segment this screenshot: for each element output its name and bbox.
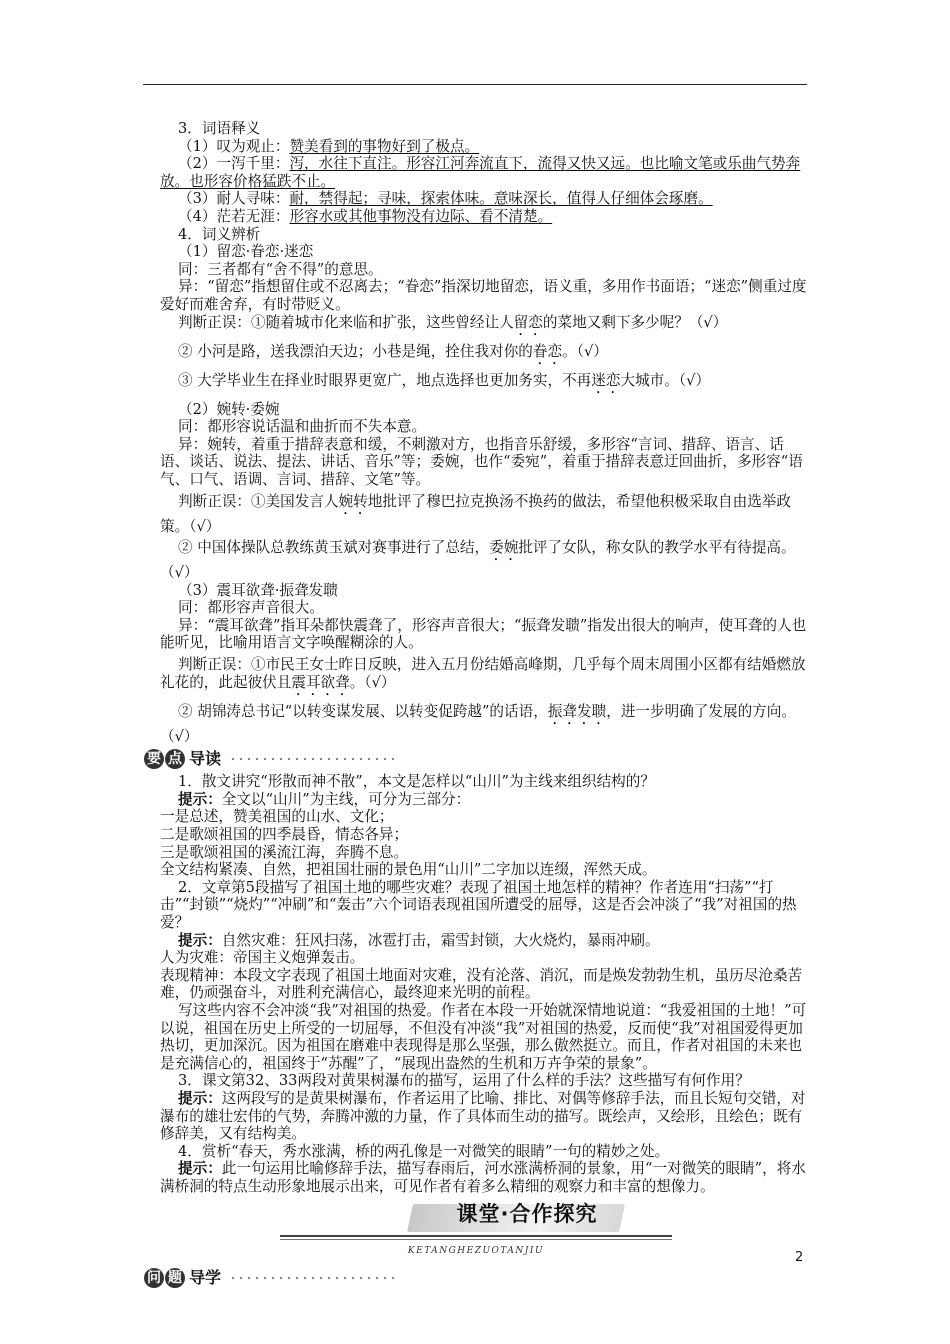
answer: 提示：自然灾难：狂风扫荡，冰雹打击，霜雪封锁，大火烧灼，暴雨冲刷。	[178, 931, 660, 949]
judgement-sentence: 判断正误：①市民王女士昨日反映，进入五月份结婚高峰期，几乎每个周末周围小区都有结婚燃放礼花的，此起彼伏且震耳欲聋。（√）	[160, 656, 806, 691]
page-number: 2	[795, 1250, 804, 1265]
judgement-sentence: 判断正误：①美国发言人婉转地批评了穆巴拉克换汤不换药的做法，希望他积极采取自由选举政策。（√）	[160, 492, 791, 535]
difference-text: 异：“震耳欲聋”指耳朵都快震聋了，形容声音很大；“振聋发聩”指发出很大的响声，使耳聋的人也能听见，比喻用语言文字唤醒糊涂的人。	[160, 616, 807, 652]
heading-badge: 问	[144, 1268, 164, 1288]
heading-dotted-rule	[229, 757, 399, 761]
definition-item: （1）叹为观止：赞美看到的事物好到了极点。	[178, 137, 480, 155]
similarity-text: 同：三者都有“舍不得”的意思。	[178, 260, 383, 278]
page-content	[147, 120, 810, 1292]
answer: 表现精神：本段文字表现了祖国土地面对灾难，没有沦落、消沉，而是焕发勃勃生机，虽历尽沧桑苦难，仍顽强奋斗，对胜利充满信心，最终迎来光明的前程。	[160, 966, 803, 1002]
similarity-text: 同：都形容声音很大。	[178, 599, 324, 617]
similarity-text: 同：都形容说话温和曲折而不失本意。	[178, 418, 427, 436]
heading-dotted-rule	[229, 1276, 399, 1280]
definition-item: （2）一泻千里：泻，水往下直注。形容江河奔流直下，流得又快又远。也比喻文笔或乐曲气势奔放。也形容价格猛跌不止。	[160, 155, 801, 190]
word-group-heading: （3）震耳欲聋·振聋发聩	[178, 581, 338, 599]
banner-rule	[280, 1235, 672, 1237]
judgement-sentence: 判断正误：①随着城市化来临和扩张，这些曾经让人留恋的菜地又剩下多少呢？（√）	[178, 313, 728, 331]
question: 3．课文第32、33两段对黄果树瀑布的描写，运用了什么样的手法？这些描写有何作用？	[178, 1072, 750, 1090]
judgement-sentence: ③ 大学毕业生在择业时眼界更宽广，地点选择也更加务实，不再迷恋大城市。（√）	[178, 371, 711, 389]
definition-item: （3）耐人寻味：耐，禁得起；寻味，探索体味。意味深长，值得人仔细体会琢磨。	[178, 190, 713, 208]
answer: 一是总述，赞美祖国的山水、文化；	[160, 808, 394, 826]
answer: 写这些内容不会冲淡“我”对祖国的热爱。作者在本段一开始就深情地说道：“我爱祖国的土地！”可以说，祖国在历史上所受的一切屈辱，不但没有冲淡“我”对祖国的热爱，反而使“我”对祖国爱得更加热切，更加深沉。因为祖国在磨难中表现得是那么坚强，那么傲然挺立。而且，作者对祖国的未来也是充满信心的，祖国终于“苏醒”了，“展现出盎然的生机和万卉争荣的景象”。	[160, 1001, 807, 1072]
header-rule	[143, 84, 807, 85]
difference-text: 异：“留恋”指想留住或不忍离去；“眷恋”指深切地留恋，语义重，多用作书面语；“迷恋”侧重过度爱好而难舍弃，有时带贬义。	[160, 278, 807, 313]
word-group-heading: （1）留恋·眷恋·迷恋	[178, 243, 314, 261]
answer: 二是歌颂祖国的四季晨昏，情态各异；	[160, 826, 409, 844]
answer: 全文结构紧凑、自然，把祖国壮丽的景色用“山川”二字加以连缀，浑然天成。	[160, 861, 657, 879]
heading-badge: 题	[165, 1268, 185, 1288]
heading-title: 导学	[189, 1267, 222, 1287]
question: 1．散文讲究“形散而神不散”，本文是怎样以“山川”为主线来组织结构的？	[178, 773, 655, 791]
answer: 提示：全文以“山川”为主线，可分为三部分：	[178, 790, 471, 808]
heading-title: 导读	[189, 749, 222, 769]
heading-badge: 要	[144, 749, 164, 769]
judgement-sentence: ② 胡锦涛总书记“以转变谋发展、以转变促跨越”的话语，振聋发聩，进一步明确了发展的方向。（√）	[160, 702, 796, 745]
section-heading-key-points	[144, 747, 810, 771]
definition-item: （4）茫若无涯：形容水或其他事物没有边际、看不清楚。	[178, 207, 553, 225]
answer: 人为灾难：帝国主义炮弹轰击。	[160, 949, 365, 967]
answer: 提示：此一句运用比喻修辞手法，描写春雨后，河水涨满桥洞的景象，用“一对微笑的眼睛”，将水满桥洞的特点生动形象地展示出来，可见作者有着多么精细的观察力和丰富的想像力。	[160, 1160, 806, 1195]
difference-text: 异：婉转，着重于措辞表意和缓，不刺激对方，也指音乐舒缓，多形容“言词、措辞、语言、话语、谈话、说法、提法、讲话、音乐”等；委婉，也作“委宛”，着重于措辞表意迂回曲折，多形容“语气、口气、语调、言词、措辞、文笔”等。	[160, 435, 803, 488]
question: 4．赏析“春天，秀水涨满，桥的两孔像是一对微笑的眼睛”一句的精妙之处。	[178, 1142, 670, 1160]
answer: 三是歌颂祖国的溪流江海，奔腾不息。	[160, 843, 409, 861]
question: 2．文章第5段描写了祖国土地的哪些灾难？表现了祖国土地怎样的精神？作者连用“扫荡”“打击”“封锁”“烧灼”“冲刷”和“轰击”六个词语表现祖国所遭受的屈辱，这是否会冲淡了“我”对祖国的热爱？	[160, 878, 797, 931]
banner-subtitle: KETANGHEZUOTANJIU	[407, 1245, 545, 1256]
banner-rule	[280, 1239, 672, 1240]
section-banner	[160, 1201, 810, 1264]
section-heading-guided-questions	[144, 1266, 810, 1290]
answer: 提示：这两段写的是黄果树瀑布，作者运用了比喻、排比、对偶等修辞手法，而且长短句交错，对瀑布的雄壮宏伟的气势，奔腾冲激的力量，作了具体而生动的描写。既绘声，又绘形，且绘色；既有修辞美，又有结构美。	[160, 1089, 806, 1143]
judgement-sentence: ② 小河是路，送我漂泊天边；小巷是绳，拴住我对你的眷恋。（√）	[178, 342, 608, 360]
banner-title: 课堂·合作探究	[456, 1201, 598, 1226]
judgement-sentence: ② 中国体操队总教练黄玉斌对赛事进行了总结，委婉批评了女队，称女队的教学水平有待提高。（√）	[160, 539, 796, 582]
word-group-heading: （2）婉转·委婉	[178, 400, 280, 418]
section-3-title: 3．词语释义	[178, 120, 261, 137]
heading-badge: 点	[165, 749, 185, 769]
section-4-title: 4．词义辨析	[178, 225, 261, 243]
